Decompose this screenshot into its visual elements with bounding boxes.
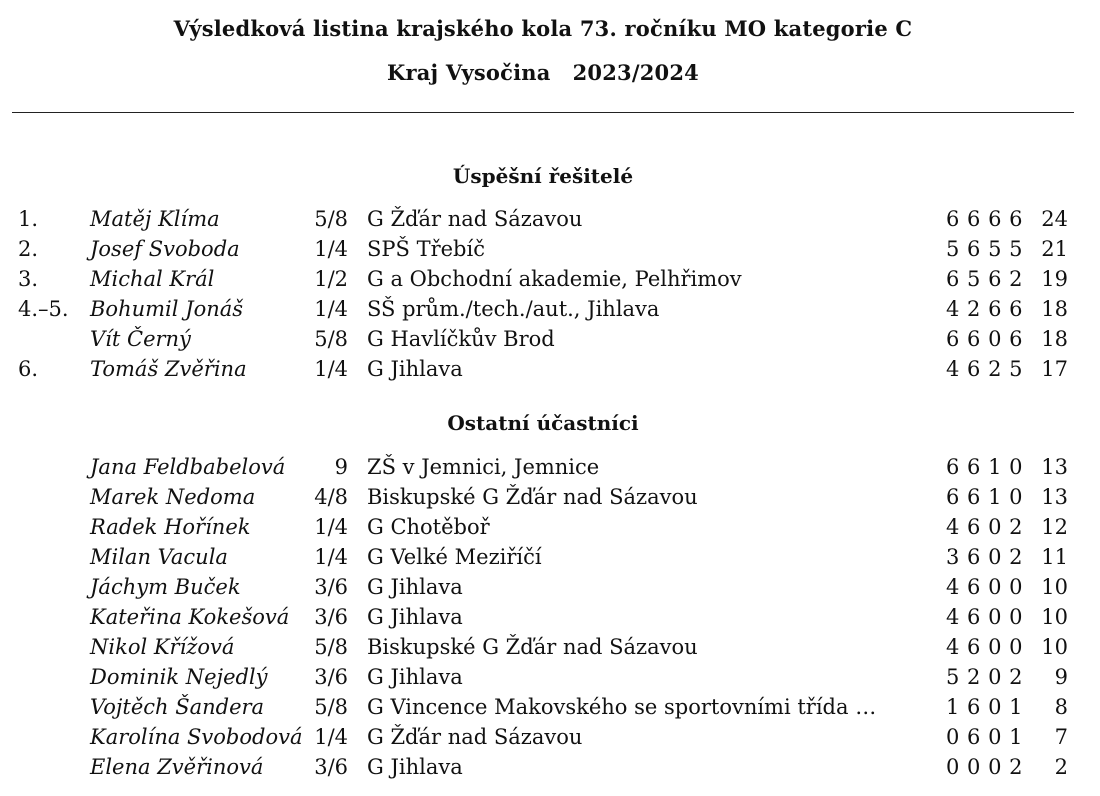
table-row — [0, 264, 1100, 294]
table-row — [0, 324, 1100, 354]
total-cell: 13 — [1041, 485, 1068, 509]
points-cell: 6 6 1 0 — [946, 485, 1023, 509]
total-cell: 21 — [1041, 237, 1068, 261]
total-cell: 12 — [1041, 515, 1068, 539]
school-year: 2023/2024 — [572, 60, 699, 85]
name-cell: Michal Král — [90, 267, 215, 291]
total-cell: 19 — [1041, 267, 1068, 291]
rank-cell: 3. — [18, 267, 39, 291]
grade-cell: 3/6 — [314, 605, 348, 629]
points-cell: 5 2 0 2 — [946, 665, 1023, 689]
points-cell: 4 6 2 5 — [946, 357, 1023, 381]
school-cell: Biskupské G Žďár nad Sázavou — [367, 485, 698, 509]
points-cell: 4 2 6 6 — [946, 297, 1023, 321]
grade-cell: 3/6 — [314, 665, 348, 689]
total-cell: 18 — [1041, 327, 1068, 351]
table-row — [0, 572, 1100, 602]
table-row — [0, 722, 1100, 752]
school-cell: G Jihlava — [367, 575, 463, 599]
grade-cell: 1/4 — [314, 545, 348, 569]
grade-cell: 1/4 — [314, 515, 348, 539]
name-cell: Dominik Nejedlý — [90, 665, 268, 689]
grade-cell: 3/6 — [314, 755, 348, 779]
name-cell: Matěj Klíma — [90, 207, 220, 231]
rank-cell: 2. — [18, 237, 39, 261]
total-cell: 13 — [1041, 455, 1068, 479]
name-cell: Jáchym Buček — [90, 575, 241, 599]
school-cell: G Jihlava — [367, 665, 463, 689]
table-row — [0, 692, 1100, 722]
page-title: Výsledková listina krajského kola 73. ročníku MO kategorie C — [173, 16, 913, 41]
school-cell: G Velké Meziříčí — [367, 545, 542, 569]
other-participants-table — [0, 452, 1100, 782]
points-cell: 3 6 0 2 — [946, 545, 1023, 569]
points-cell: 4 6 0 0 — [946, 635, 1023, 659]
school-cell: SPŠ Třebíč — [367, 237, 485, 261]
rank-cell: 1. — [18, 207, 39, 231]
name-cell: Marek Nedoma — [90, 485, 256, 509]
total-cell: 10 — [1041, 605, 1068, 629]
total-cell: 17 — [1041, 357, 1068, 381]
section-title-others: Ostatní účastníci — [447, 411, 639, 435]
table-row — [0, 204, 1100, 234]
grade-cell: 1/4 — [314, 297, 348, 321]
points-cell: 1 6 0 1 — [946, 695, 1023, 719]
name-cell: Tomáš Zvěřina — [90, 357, 247, 381]
total-cell: 24 — [1041, 207, 1068, 231]
points-cell: 4 6 0 0 — [946, 605, 1023, 629]
school-cell: G Žďár nad Sázavou — [367, 207, 583, 231]
successful-solvers-table — [0, 204, 1100, 384]
total-cell: 11 — [1041, 545, 1068, 569]
name-cell: Nikol Křížová — [90, 635, 235, 659]
grade-cell: 1/4 — [314, 357, 348, 381]
school-cell: G a Obchodní akademie, Pelhřimov — [367, 267, 742, 291]
total-cell: 10 — [1041, 635, 1068, 659]
points-cell: 4 6 0 2 — [946, 515, 1023, 539]
total-cell: 18 — [1041, 297, 1068, 321]
school-cell: G Havlíčkův Brod — [367, 327, 555, 351]
grade-cell: 5/8 — [314, 695, 348, 719]
name-cell: Josef Svoboda — [90, 237, 240, 261]
rank-cell: 4.–5. — [18, 297, 69, 321]
points-cell: 6 6 0 6 — [946, 327, 1023, 351]
table-row — [0, 234, 1100, 264]
name-cell: Jana Feldbabelová — [90, 455, 286, 479]
name-cell: Elena Zvěřinová — [90, 755, 264, 779]
points-cell: 4 6 0 0 — [946, 575, 1023, 599]
table-row — [0, 542, 1100, 572]
name-cell: Vojtěch Šandera — [90, 695, 265, 719]
table-row — [0, 662, 1100, 692]
name-cell: Kateřina Kokešová — [90, 605, 290, 629]
region-label: Kraj Vysočina — [387, 60, 551, 85]
school-cell: G Jihlava — [367, 755, 463, 779]
header-divider — [12, 112, 1074, 113]
table-row — [0, 752, 1100, 782]
name-cell: Milan Vacula — [90, 545, 228, 569]
points-cell: 5 6 5 5 — [946, 237, 1023, 261]
grade-cell: 9 — [334, 455, 348, 479]
rank-cell: 6. — [18, 357, 39, 381]
table-row — [0, 482, 1100, 512]
points-cell: 6 5 6 2 — [946, 267, 1023, 291]
grade-cell: 4/8 — [314, 485, 348, 509]
grade-cell: 3/6 — [314, 575, 348, 599]
school-cell: G Jihlava — [367, 605, 463, 629]
grade-cell: 1/4 — [314, 237, 348, 261]
school-cell: SŠ prům./tech./aut., Jihlava — [367, 297, 660, 321]
points-cell: 0 0 0 2 — [946, 755, 1023, 779]
school-cell: Biskupské G Žďár nad Sázavou — [367, 635, 698, 659]
table-row — [0, 602, 1100, 632]
total-cell: 2 — [1054, 755, 1068, 779]
school-cell: G Chotěboř — [367, 515, 490, 539]
total-cell: 8 — [1054, 695, 1068, 719]
name-cell: Radek Hořínek — [90, 515, 251, 539]
school-cell: G Žďár nad Sázavou — [367, 725, 583, 749]
name-cell: Bohumil Jonáš — [90, 297, 244, 321]
grade-cell: 5/8 — [314, 635, 348, 659]
section-title-successful: Úspěšní řešitelé — [452, 164, 634, 188]
table-row — [0, 354, 1100, 384]
points-cell: 6 6 6 6 — [946, 207, 1023, 231]
grade-cell: 1/4 — [314, 725, 348, 749]
school-cell: G Jihlava — [367, 357, 463, 381]
grade-cell: 5/8 — [314, 327, 348, 351]
school-cell: G Vincence Makovského se sportovními třída … — [367, 695, 877, 719]
grade-cell: 5/8 — [314, 207, 348, 231]
name-cell: Vít Černý — [90, 327, 191, 351]
table-row — [0, 294, 1100, 324]
table-row — [0, 512, 1100, 542]
total-cell: 9 — [1054, 665, 1068, 689]
name-cell: Karolína Svobodová — [90, 725, 303, 749]
points-cell: 0 6 0 1 — [946, 725, 1023, 749]
points-cell: 6 6 1 0 — [946, 455, 1023, 479]
table-row — [0, 632, 1100, 662]
total-cell: 7 — [1054, 725, 1068, 749]
page-subtitle — [0, 60, 1086, 85]
table-row — [0, 452, 1100, 482]
total-cell: 10 — [1041, 575, 1068, 599]
school-cell: ZŠ v Jemnici, Jemnice — [367, 455, 600, 479]
grade-cell: 1/2 — [314, 267, 348, 291]
